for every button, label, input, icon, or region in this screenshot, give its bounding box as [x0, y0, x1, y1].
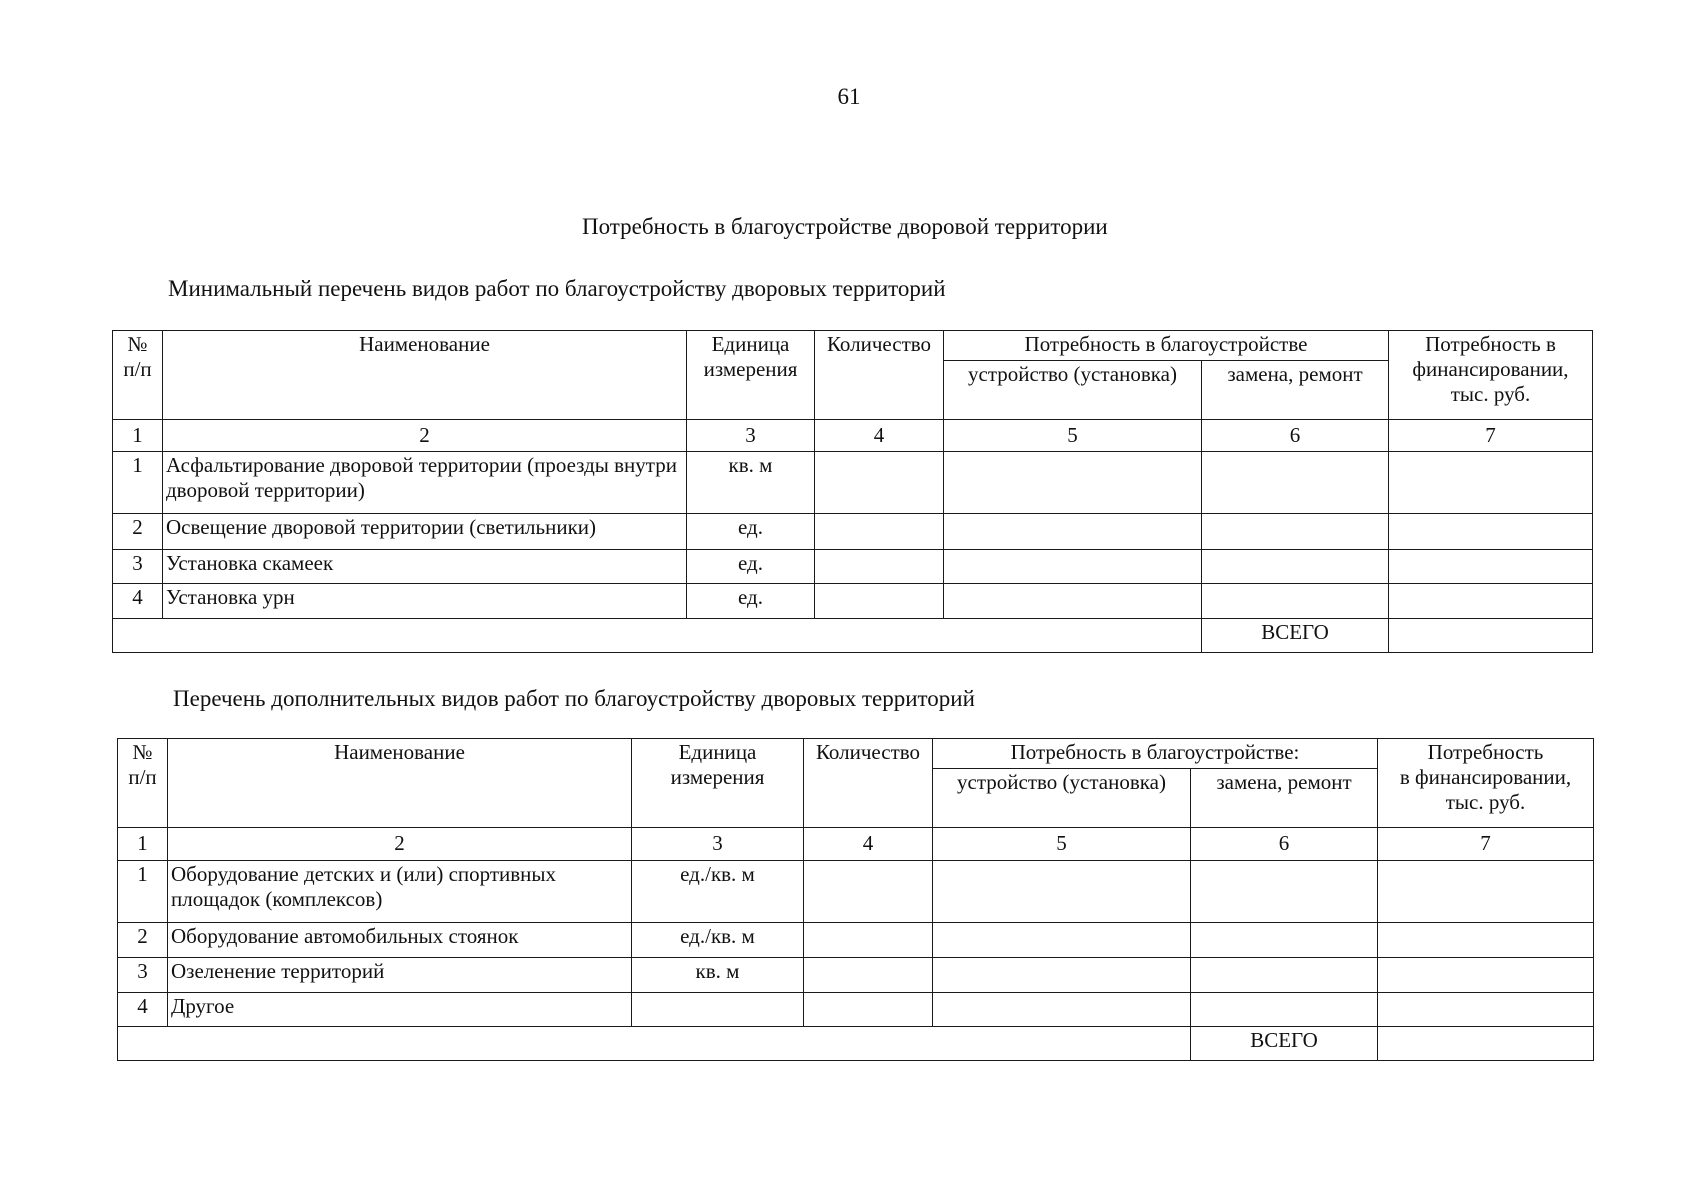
index-cell: 5 [944, 420, 1202, 452]
table-row [113, 584, 1593, 619]
row-unit: ед. [687, 550, 815, 584]
table-row [118, 861, 1594, 923]
table-row [118, 958, 1594, 993]
index-cell: 5 [933, 828, 1191, 861]
total-blank [113, 619, 1202, 653]
section-title-additional: Перечень дополнительных видов работ по благоустройству дворовых территорий [173, 686, 975, 711]
total-blank [118, 1027, 1191, 1061]
table-row [113, 452, 1593, 514]
total-row [113, 619, 1593, 653]
row-number: 4 [118, 993, 168, 1027]
index-cell: 1 [118, 828, 168, 861]
index-cell: 3 [687, 420, 815, 452]
finance-cell [1389, 514, 1593, 550]
row-unit [632, 993, 804, 1027]
table-row [118, 923, 1594, 958]
row-name: Асфальтирование дворовой территории (проезды внутри дворовой территории) [163, 452, 687, 514]
quantity-cell [815, 514, 944, 550]
finance-cell [1389, 550, 1593, 584]
replace-cell [1202, 584, 1389, 619]
install-cell [944, 584, 1202, 619]
header-finance: Потребность в финансировании, тыс. руб. [1378, 739, 1594, 828]
header-name: Наименование [168, 739, 632, 828]
total-row [118, 1027, 1594, 1061]
header-quantity: Количество [815, 331, 944, 420]
page-number: 61 [837, 84, 861, 109]
table-row [118, 993, 1594, 1027]
row-number: 2 [118, 923, 168, 958]
total-value-cell [1378, 1027, 1594, 1061]
header-need: Потребность в благоустройстве: [933, 739, 1378, 769]
total-label: ВСЕГО [1202, 619, 1389, 653]
install-cell [944, 452, 1202, 514]
total-label: ВСЕГО [1191, 1027, 1378, 1061]
finance-cell [1378, 923, 1594, 958]
quantity-cell [804, 958, 933, 993]
install-cell [944, 550, 1202, 584]
header-replace: замена, ремонт [1191, 769, 1378, 828]
minimal-works-table [112, 330, 1593, 653]
header-replace: замена, ремонт [1202, 361, 1389, 420]
document-title: Потребность в благоустройстве дворовой территории [582, 214, 1108, 239]
row-number: 1 [113, 452, 163, 514]
row-number: 3 [113, 550, 163, 584]
header-install: устройство (установка) [944, 361, 1202, 420]
replace-cell [1191, 923, 1378, 958]
install-cell [933, 861, 1191, 923]
header-unit: Единица измерения [687, 331, 815, 420]
header-unit: Единица измерения [632, 739, 804, 828]
quantity-cell [815, 550, 944, 584]
header-quantity: Количество [804, 739, 933, 828]
index-cell: 2 [168, 828, 632, 861]
install-cell [933, 923, 1191, 958]
replace-cell [1202, 452, 1389, 514]
index-cell: 7 [1389, 420, 1593, 452]
replace-cell [1202, 514, 1389, 550]
header-need: Потребность в благоустройстве [944, 331, 1389, 361]
row-unit: ед./кв. м [632, 923, 804, 958]
table-row [113, 550, 1593, 584]
finance-cell [1389, 584, 1593, 619]
index-cell: 7 [1378, 828, 1594, 861]
row-unit: кв. м [687, 452, 815, 514]
index-cell: 6 [1202, 420, 1389, 452]
additional-works-table [117, 738, 1594, 1061]
quantity-cell [815, 452, 944, 514]
row-number: 1 [118, 861, 168, 923]
quantity-cell [804, 993, 933, 1027]
replace-cell [1191, 993, 1378, 1027]
header-name: Наименование [163, 331, 687, 420]
index-cell: 3 [632, 828, 804, 861]
table-row [113, 514, 1593, 550]
replace-cell [1191, 861, 1378, 923]
index-cell: 1 [113, 420, 163, 452]
quantity-cell [804, 923, 933, 958]
row-number: 2 [113, 514, 163, 550]
index-cell: 4 [815, 420, 944, 452]
row-name: Оборудование автомобильных стоянок [168, 923, 632, 958]
row-name: Оборудование детских и (или) спортивных площадок (комплексов) [168, 861, 632, 923]
install-cell [933, 993, 1191, 1027]
index-cell: 4 [804, 828, 933, 861]
quantity-cell [815, 584, 944, 619]
index-cell: 6 [1191, 828, 1378, 861]
section-title-minimal: Минимальный перечень видов работ по благоустройству дворовых территорий [168, 276, 946, 301]
install-cell [933, 958, 1191, 993]
row-unit: ед. [687, 584, 815, 619]
install-cell [944, 514, 1202, 550]
row-number: 3 [118, 958, 168, 993]
header-finance: Потребность в финансировании, тыс. руб. [1389, 331, 1593, 420]
row-unit: ед./кв. м [632, 861, 804, 923]
finance-cell [1378, 993, 1594, 1027]
row-name: Установка урн [163, 584, 687, 619]
index-cell: 2 [163, 420, 687, 452]
quantity-cell [804, 861, 933, 923]
replace-cell [1191, 958, 1378, 993]
row-unit: кв. м [632, 958, 804, 993]
row-number: 4 [113, 584, 163, 619]
row-unit: ед. [687, 514, 815, 550]
header-number: № п/п [113, 331, 163, 420]
replace-cell [1202, 550, 1389, 584]
total-value-cell [1389, 619, 1593, 653]
row-name: Установка скамеек [163, 550, 687, 584]
header-install: устройство (установка) [933, 769, 1191, 828]
finance-cell [1389, 452, 1593, 514]
finance-cell [1378, 861, 1594, 923]
row-name: Другое [168, 993, 632, 1027]
finance-cell [1378, 958, 1594, 993]
row-name: Освещение дворовой территории (светильники) [163, 514, 687, 550]
row-name: Озеленение территорий [168, 958, 632, 993]
header-number: № п/п [118, 739, 168, 828]
